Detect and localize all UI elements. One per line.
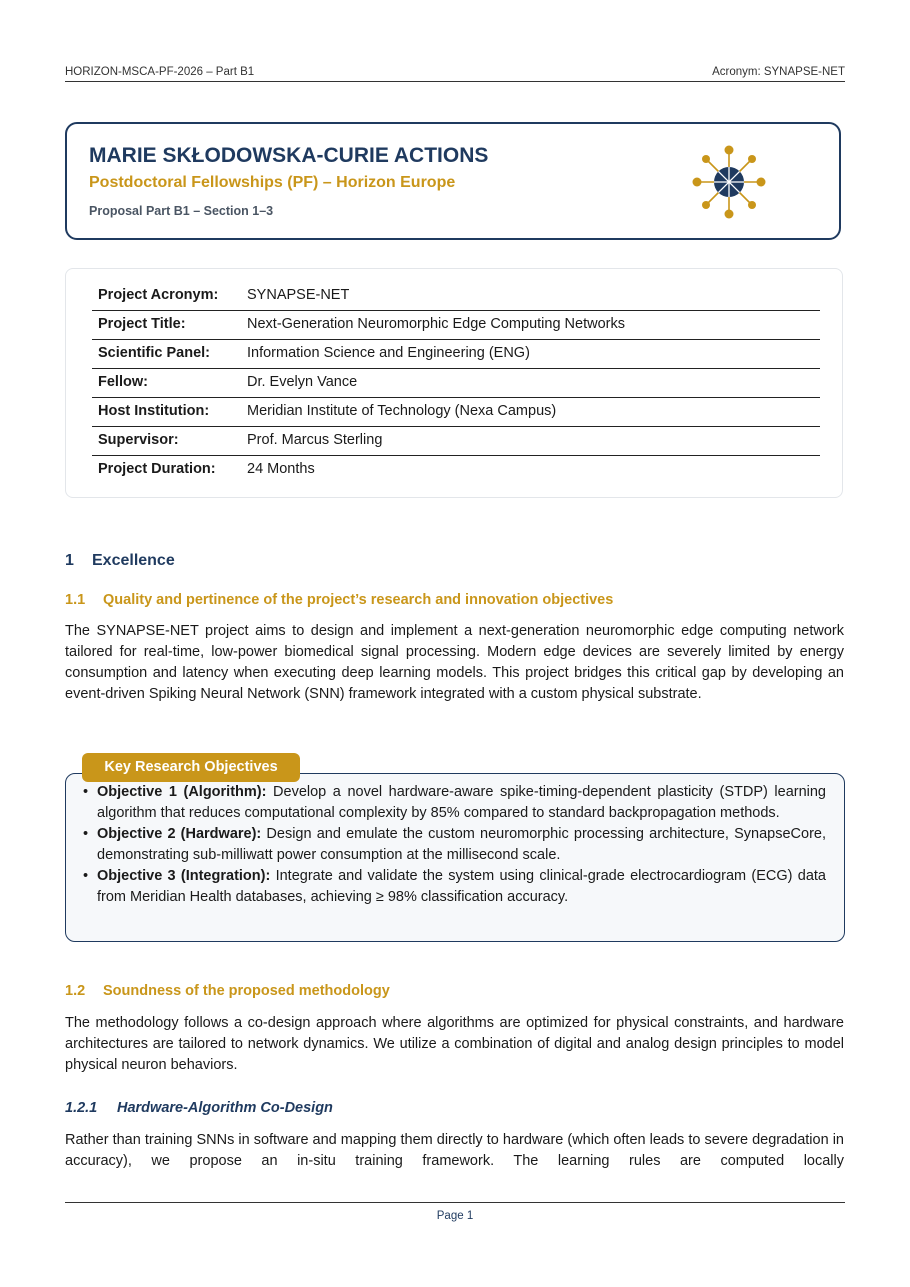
- info-row-duration: [92, 455, 820, 484]
- section-1-1-paragraph: The SYNAPSE-NET project aims to design and implement a next-generation neuromorphic edge computing network tailored for real-time, low-power biomedical signal processing. Modern edge devices are severely limited by energy consumption and latency when executing deep learning models. This project bridges this critical gap by developing an event-driven Spiking Neural Network (SNN) framework integrated with a custom physical substrate.: [65, 623, 844, 702]
- info-row-panel: [92, 339, 820, 369]
- section-1-2-1-heading: [65, 1100, 333, 1116]
- section-1-2-1-paragraph: Rather than training SNNs in software and mapping them directly to hardware (which often leads to severe degradation in accuracy), we propose an in-situ training framework. The learning rules are computed locally: [65, 1132, 844, 1169]
- info-row-acronym: [92, 281, 820, 311]
- objective-item: [82, 824, 826, 866]
- info-value: Prof. Marcus Sterling: [247, 432, 383, 448]
- section-1-2-heading: [65, 983, 390, 999]
- info-value: SYNAPSE-NET: [247, 287, 350, 303]
- section-title: Soundness of the proposed methodology: [103, 983, 390, 999]
- proposal-part: Proposal Part B1 – Section 1–3: [89, 204, 274, 218]
- section-number: 1.1: [65, 592, 86, 608]
- page-footer: [65, 1202, 845, 1222]
- objective-text: Design and emulate the custom neuromorphic processing architecture, SynapseCore, demonstrating sub-milliwatt power consumption at the millisecond scale.: [97, 826, 826, 863]
- info-value: Dr. Evelyn Vance: [247, 374, 358, 390]
- page-number: Page 1: [436, 1210, 474, 1222]
- info-label: Fellow:: [98, 374, 148, 390]
- info-label: Project Title:: [98, 316, 186, 332]
- info-label: Supervisor:: [98, 432, 179, 448]
- header-acronym: Acronym: SYNAPSE-NET: [712, 66, 845, 78]
- running-header: [65, 66, 845, 82]
- section-number: 1.2.1: [65, 1100, 98, 1116]
- title-box: [65, 122, 841, 240]
- objective-item: [82, 866, 826, 908]
- objective-item: [82, 782, 826, 824]
- bullet-icon: •: [83, 826, 89, 842]
- objective-label: Objective 2 (Hardware):: [97, 826, 262, 842]
- info-label: Scientific Panel:: [98, 345, 211, 361]
- info-label: Project Duration:: [98, 461, 216, 477]
- section-title: Hardware-Algorithm Co-Design: [117, 1100, 333, 1116]
- objective-text: Integrate and validate the system using clinical-grade electrocardiogram (ECG) data from Meridian Health databases, achieving ≥ 98% classification accuracy.: [97, 868, 826, 905]
- objectives-list: [82, 782, 826, 908]
- programme-subtitle: Postdoctoral Fellowships (PF) – Horizon Europe: [89, 174, 456, 191]
- section-title: Quality and pertinence of the project’s research and innovation objectives: [103, 592, 614, 608]
- info-label: Project Acronym:: [98, 287, 219, 303]
- info-row-fellow: [92, 368, 820, 398]
- info-row-host: [92, 397, 820, 427]
- programme-title: MARIE SKŁODOWSKA-CURIE ACTIONS: [89, 144, 489, 167]
- bullet-icon: •: [83, 784, 89, 800]
- info-label: Host Institution:: [98, 403, 210, 419]
- info-row-title: [92, 310, 820, 340]
- section-title: Excellence: [92, 552, 175, 569]
- bullet-icon: •: [83, 868, 89, 884]
- section-1-heading: [65, 552, 175, 570]
- objectives-heading: Key Research Objectives: [82, 753, 300, 782]
- section-1-1-heading: [65, 592, 613, 608]
- section-number: 1: [65, 552, 74, 569]
- section-1-2-paragraph: The methodology follows a co-design approach where algorithms are optimized for physical constraints, and hardware architectures are tailored to network dynamics. We utilize a combination of digital and analog design principles to model physical neuron behaviors.: [65, 1015, 844, 1073]
- info-value: 24 Months: [247, 461, 315, 477]
- project-info-table: [65, 268, 843, 498]
- info-value: Next-Generation Neuromorphic Edge Computing Networks: [247, 316, 625, 332]
- info-value: Meridian Institute of Technology (Nexa Campus): [247, 403, 557, 419]
- objective-label: Objective 1 (Algorithm):: [97, 784, 267, 800]
- section-number: 1.2: [65, 983, 86, 999]
- info-row-supervisor: [92, 426, 820, 456]
- header-call-id: HORIZON-MSCA-PF-2026 – Part B1: [65, 66, 255, 78]
- objective-text: Develop a novel hardware-aware spike-timing-dependent plasticity (STDP) learning algorithm that reduces computational complexity by 85% compared to standard backpropagation methods.: [97, 784, 826, 821]
- objective-label: Objective 3 (Integration):: [97, 868, 271, 884]
- msca-star-icon: [691, 144, 767, 220]
- info-value: Information Science and Engineering (ENG): [247, 345, 530, 361]
